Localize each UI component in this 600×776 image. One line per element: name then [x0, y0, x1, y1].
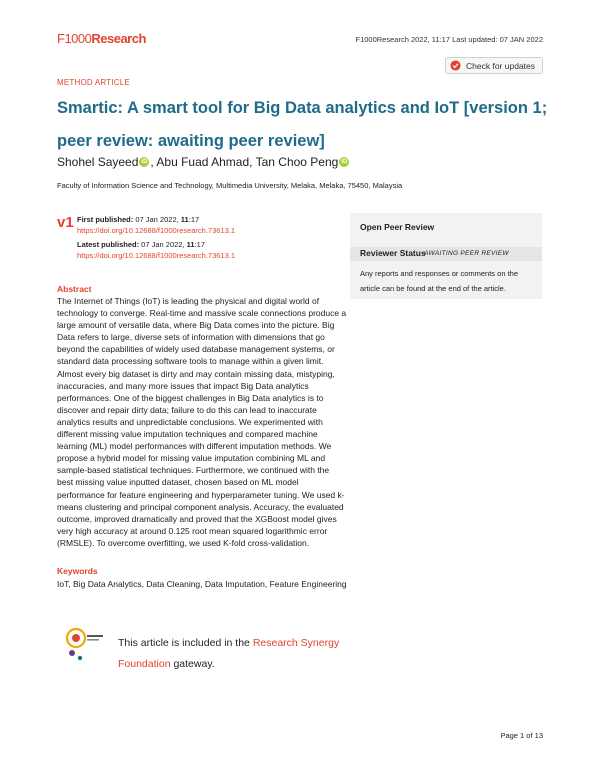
- research-synergy-foundation-logo[interactable]: [63, 625, 105, 665]
- latest-published-label: Latest published:: [77, 240, 140, 249]
- page-number: Page 1 of 13: [500, 731, 543, 740]
- gateway-suffix: gateway.: [170, 658, 215, 670]
- latest-published-volume: 11: [186, 240, 195, 249]
- keywords-text: IoT, Big Data Analytics, Data Cleaning, Data Imputation, Feature Engineering: [57, 579, 347, 589]
- author-affiliation: Faculty of Information Science and Technology, Multimedia University, Melaka, Melaka, 75450, Malaysia: [57, 181, 403, 190]
- gateway-prefix: This article is included in the: [118, 637, 253, 649]
- version-label: v1: [57, 214, 74, 231]
- abstract-heading: Abstract: [57, 284, 92, 294]
- reviewer-status-value: AWAITING PEER REVIEW: [424, 250, 509, 257]
- open-peer-review-heading: Open Peer Review: [360, 222, 435, 232]
- author-name[interactable]: Shohel Sayeed: [57, 155, 139, 169]
- first-published: [77, 215, 199, 224]
- logo-research: Research: [91, 31, 146, 46]
- first-published-volume: 11: [180, 215, 189, 224]
- author-names[interactable]: , Abu Fuad Ahmad, Tan Choo Peng: [150, 155, 339, 169]
- reviewer-status-row: [350, 247, 542, 261]
- check-updates-label: Check for updates: [466, 60, 535, 71]
- first-published-page: :17: [188, 215, 200, 224]
- f1000research-logo[interactable]: [57, 31, 146, 46]
- keywords-heading: Keywords: [57, 566, 98, 576]
- orcid-icon[interactable]: iD: [141, 159, 148, 165]
- article-type: METHOD ARTICLE: [57, 78, 130, 87]
- latest-published-doi-link[interactable]: https://doi.org/10.12688/f1000research.73613.1: [77, 251, 236, 260]
- latest-published: [77, 240, 205, 249]
- article-title: Smartic: A smart tool for Big Data analytics and IoT [version 1; peer review: awaiting peer review]: [57, 99, 548, 150]
- first-published-label: First published:: [77, 215, 134, 224]
- author-list: [57, 155, 350, 169]
- header-citation: F1000Research 2022, 11:17 Last updated: 07 JAN 2022: [355, 35, 543, 44]
- check-for-updates-button[interactable]: [445, 57, 543, 74]
- latest-published-date: 07 Jan 2022,: [139, 240, 187, 249]
- peer-review-note: Any reports and responses or comments on the article can be found at the end of the article.: [360, 269, 518, 293]
- gateway-link[interactable]: Research Synergy Foundation: [118, 637, 340, 670]
- abstract-text: The Internet of Things (IoT) is leading the physical and digital world of technology to converge. Real-time and massive scale connections produce a large amount of versatile data, where Big Data comes into the picture. Big Data refers to large, diverse sets of information with dimensions that go beyond the capabilities of widely used database management systems, or standard data processing software tools to manage within a given limit. Almost every big dataset is dirty and may contain missing data, mistyping, inaccuracies, and many more issues that impact Big Data analytics performances. One of the biggest challenges in Big Data analytics is to discover and repair dirty data; failure to do this can lead to inaccurate analytics results and unpredictable conclusions. We experimented with different missing value imputation techniques and compared machine learning (ML) model performances with different imputation methods. We propose a hybrid model for missing value imputation combining ML and sample-based statistical techniques. Furthermore, we continued with the best missing value inputted dataset, chosen based on ML model performance for feature engineering and hyperparameter tuning. We used k-means clustering and principal component analysis. Accuracy, the evaluated outcome, improved dramatically and proved that the XGBoost model gives very high accuracy at around 0.125 root mean squared logarithmic error (RMSLE). To overcome overfitting, we used K-fold cross-validation.: [57, 296, 347, 548]
- first-published-doi-link[interactable]: https://doi.org/10.12688/f1000research.73613.1: [77, 226, 236, 235]
- gateway-notice: [118, 633, 358, 675]
- reviewer-status-label: Reviewer Status: [360, 248, 426, 258]
- logo-f1000: F1000: [57, 31, 92, 46]
- orcid-icon[interactable]: iD: [341, 159, 348, 165]
- first-published-date: 07 Jan 2022,: [133, 215, 181, 224]
- check-updates-icon: [450, 60, 461, 71]
- latest-published-page: :17: [194, 240, 206, 249]
- version-info: [57, 215, 339, 265]
